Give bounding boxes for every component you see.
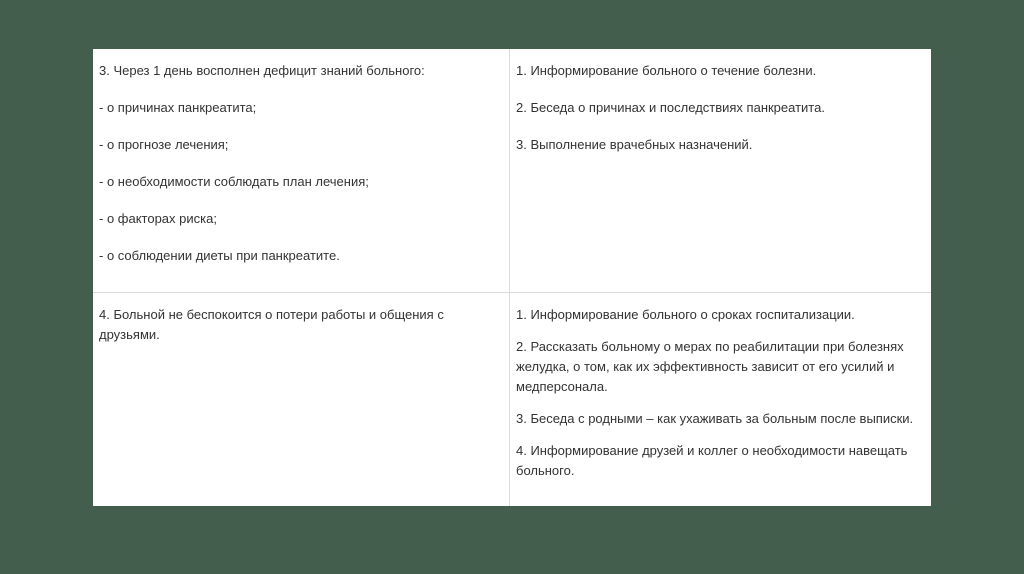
goal-line: - о причинах панкреатита; [99,100,257,115]
intervention-line: 2. Рассказать больному о мерах по реабилитации при болезнях желудка, о том, как их эффективность зависит от его усилий и медперсонала. [516,338,904,394]
slide [93,49,931,506]
goal-line: - о соблюдении диеты при панкреатите. [99,248,340,263]
nursing-plan-table [93,49,931,506]
intervention-line: 1. Информирование больного о сроках госпитализации. [516,306,855,322]
goal-line: - о необходимости соблюдать план лечения; [99,174,369,189]
interventions-cell [510,292,932,506]
interventions-cell [510,49,932,292]
intervention-line: 4. Информирование друзей и коллег о необходимости навещать больного. [516,442,908,478]
goal-line: 3. Через 1 день восполнен дефицит знаний больного: [99,63,425,78]
goal-line: - о прогнозе лечения; [99,137,229,152]
goal-cell [93,292,510,506]
intervention-line: 1. Информирование больного о течение болезни. [516,63,817,78]
goal-cell [93,49,510,292]
table-row [93,49,931,292]
table-row [93,292,931,506]
intervention-line: 3. Выполнение врачебных назначений. [516,137,753,152]
intervention-line: 3. Беседа с родными – как ухаживать за больным после выписки. [516,410,914,426]
intervention-line: 2. Беседа о причинах и последствиях панкреатита. [516,100,825,115]
goal-line: - о факторах риска; [99,211,217,226]
goal-line: 4. Больной не беспокоится о потери работы и общения с друзьями. [99,306,444,342]
